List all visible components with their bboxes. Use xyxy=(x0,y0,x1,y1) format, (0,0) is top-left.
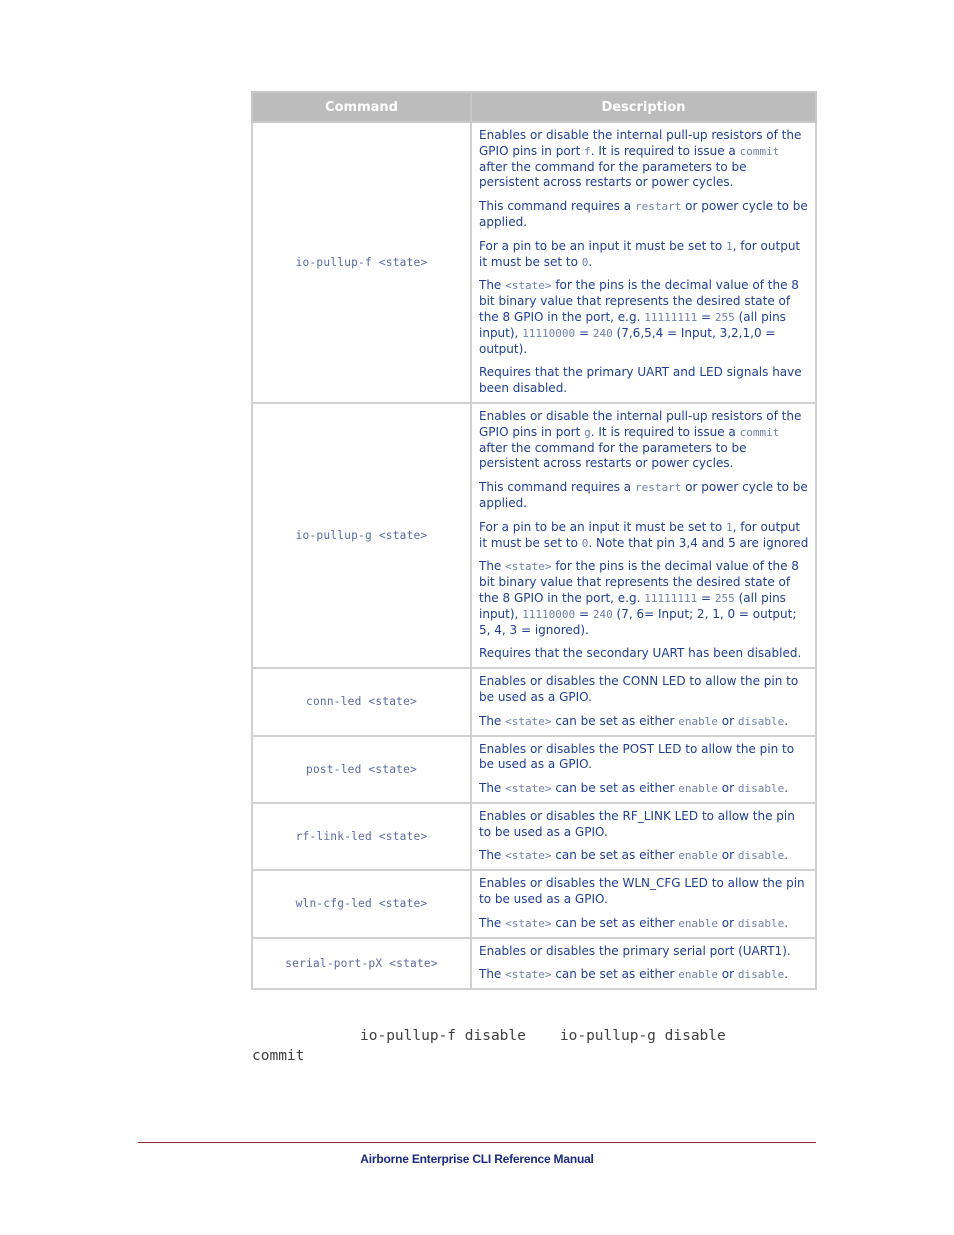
text-run: after the command for the parameters to be persistent across restarts or power cycles. xyxy=(479,159,747,190)
text-run: The xyxy=(479,967,506,982)
description-paragraph xyxy=(479,674,809,706)
example-command-3: commit xyxy=(252,1047,305,1064)
code-token: disable xyxy=(737,714,785,728)
code-token: <state> xyxy=(505,279,552,293)
command-cell: serial-port-pX <state> xyxy=(252,938,471,990)
description-paragraph xyxy=(479,742,809,774)
table-row xyxy=(252,668,816,735)
code-token: enable xyxy=(678,714,718,728)
text-run: Enables or disable the internal pull-up resistors of the GPIO pins in port xyxy=(479,128,802,158)
description-cell xyxy=(471,403,816,668)
code-token: commit xyxy=(739,144,780,158)
text-run: . It is required to issue a xyxy=(590,143,740,158)
code-token: enable xyxy=(678,782,718,796)
text-run: or xyxy=(717,713,738,728)
text-run: can be set as either xyxy=(551,848,679,863)
code-token: 11111111 xyxy=(644,310,698,324)
text-run: or power cycle to be applied. xyxy=(479,199,808,229)
text-run: For a pin to be an input it must be set to xyxy=(479,519,726,534)
text-run: = xyxy=(575,325,593,340)
text-run: For a pin to be an input it must be set to xyxy=(479,238,726,253)
text-run: can be set as either xyxy=(551,713,679,728)
command-cell: post-led <state> xyxy=(252,736,471,803)
text-run: . xyxy=(784,848,789,863)
text-run: (all pins input), xyxy=(479,309,786,340)
description-cell xyxy=(471,668,816,735)
text-run: or xyxy=(717,915,738,930)
table-body xyxy=(252,122,816,989)
text-run: Enables or disables the POST LED to allow the pin to be used as a GPIO. xyxy=(479,741,795,772)
example-command-1: io-pullup-f disable xyxy=(360,1028,526,1044)
footer-title: Airborne Enterprise CLI Reference Manual xyxy=(360,1152,594,1166)
text-run: or power cycle to be applied. xyxy=(479,480,808,510)
command-cell: rf-link-led <state> xyxy=(252,803,471,870)
text-run: for the pins is the decimal value of the 8 bit binary value that represents the desired state of the 8 GPIO in the port, e.g. xyxy=(479,559,799,605)
code-token: 1 xyxy=(725,239,733,253)
text-run: Enables or disables the primary serial port (UART1). xyxy=(479,943,791,958)
description-paragraph xyxy=(479,781,809,797)
code-token: <state> xyxy=(505,714,552,728)
text-run: The xyxy=(479,278,506,293)
description-paragraph xyxy=(479,646,809,662)
text-run: can be set as either xyxy=(551,781,679,796)
code-token: 240 xyxy=(592,326,613,340)
table-row xyxy=(252,803,816,870)
description-paragraph xyxy=(479,809,809,841)
text-run: This command requires a xyxy=(479,480,635,495)
text-run: can be set as either xyxy=(551,967,679,982)
description-cell xyxy=(471,870,816,937)
code-token: <state> xyxy=(505,916,552,930)
command-cell: io-pullup-g <state> xyxy=(252,403,471,668)
description-paragraph xyxy=(479,365,809,397)
text-run: Requires that the primary UART and LED signals have been disabled. xyxy=(479,365,802,396)
code-token: 1 xyxy=(725,520,733,534)
description-paragraph xyxy=(479,967,809,983)
code-token: <state> xyxy=(505,560,552,574)
example-commands xyxy=(252,1027,812,1066)
code-token: disable xyxy=(737,849,785,863)
description-paragraph xyxy=(479,239,809,271)
code-token: 255 xyxy=(714,310,735,324)
description-paragraph xyxy=(479,128,809,191)
description-paragraph xyxy=(479,714,809,730)
text-run: , for output it must be set to xyxy=(479,519,801,550)
code-token: 255 xyxy=(714,591,735,605)
text-run: Enables or disables the WLN_CFG LED to allow the pin to be used as a GPIO. xyxy=(479,876,805,907)
code-token: 0 xyxy=(581,255,589,269)
text-run: (all pins input), xyxy=(479,590,786,621)
text-run: (7, 6= Input; 2, 1, 0 = output; 5, 4, 3 = ignored). xyxy=(479,606,797,637)
text-run: Enables or disable the internal pull-up resistors of the GPIO pins in port xyxy=(479,408,802,439)
text-run: . xyxy=(588,254,593,269)
text-run: = xyxy=(575,606,593,621)
text-run: The xyxy=(479,848,506,863)
command-cell: wln-cfg-led <state> xyxy=(252,870,471,937)
code-token: 0 xyxy=(581,536,589,550)
header-description: Description xyxy=(471,92,816,122)
text-run: or xyxy=(717,848,738,863)
text-run: Requires that the secondary UART has been disabled. xyxy=(479,646,802,661)
text-run: . xyxy=(784,713,789,728)
description-paragraph xyxy=(479,559,809,638)
text-run: The xyxy=(479,559,506,574)
code-token: <state> xyxy=(505,849,552,863)
text-run: = xyxy=(697,309,715,324)
description-paragraph xyxy=(479,848,809,864)
text-run: Enables or disables the CONN LED to allow the pin to be used as a GPIO. xyxy=(479,674,799,704)
code-token: restart xyxy=(634,200,682,214)
code-token: <state> xyxy=(505,782,552,796)
text-run: . Note that pin 3,4 and 5 are ignored xyxy=(588,535,809,550)
text-run: or xyxy=(717,781,738,796)
text-run: . It is required to issue a xyxy=(590,424,740,439)
command-table xyxy=(251,91,817,990)
text-run: can be set as either xyxy=(551,915,679,930)
code-token: restart xyxy=(634,481,682,495)
code-token: <state> xyxy=(505,968,552,982)
table-row xyxy=(252,870,816,937)
description-paragraph xyxy=(479,278,809,357)
code-token: disable xyxy=(737,916,785,930)
text-run: The xyxy=(479,915,506,930)
code-token: enable xyxy=(678,968,718,982)
table-header-row xyxy=(252,92,816,122)
text-run: = xyxy=(697,590,715,605)
description-paragraph xyxy=(479,876,809,908)
description-cell xyxy=(471,736,816,803)
text-run: The xyxy=(479,713,506,728)
text-run: , for output it must be set to xyxy=(479,238,801,269)
text-run: . xyxy=(784,915,789,930)
text-run: or xyxy=(717,967,738,982)
code-token: 11110000 xyxy=(522,607,576,621)
code-token: 11110000 xyxy=(522,326,576,340)
code-token: 11111111 xyxy=(644,591,698,605)
description-cell xyxy=(471,803,816,870)
code-token: commit xyxy=(739,425,780,439)
description-paragraph xyxy=(479,520,809,552)
code-token: g xyxy=(584,425,591,439)
description-paragraph xyxy=(479,916,809,932)
description-cell xyxy=(471,938,816,990)
example-command-2: io-pullup-g disable xyxy=(559,1028,726,1044)
description-paragraph xyxy=(479,199,809,231)
text-run: for the pins is the decimal value of the 8 bit binary value that represents the desired state of the 8 GPIO in the port, e.g. xyxy=(479,278,799,324)
text-run: . xyxy=(784,781,789,796)
table-row xyxy=(252,938,816,990)
command-cell: conn-led <state> xyxy=(252,668,471,735)
description-paragraph xyxy=(479,944,809,960)
description-paragraph xyxy=(479,480,809,512)
text-run: (7,6,5,4 = Input, 3,2,1,0 = output). xyxy=(479,325,776,356)
description-cell xyxy=(471,122,816,403)
code-token: enable xyxy=(678,916,718,930)
text-run: This command requires a xyxy=(479,199,635,214)
code-token: disable xyxy=(737,782,785,796)
text-run: Enables or disables the RF_LINK LED to allow the pin to be used as a GPIO. xyxy=(479,808,795,839)
text-run: after the command for the parameters to be persistent across restarts or power cycles. xyxy=(479,440,747,471)
table-row xyxy=(252,403,816,668)
description-paragraph xyxy=(479,409,809,472)
command-cell: io-pullup-f <state> xyxy=(252,122,471,403)
text-run: . xyxy=(784,967,789,982)
code-token: disable xyxy=(737,968,785,982)
table-row xyxy=(252,122,816,403)
code-token: f xyxy=(584,144,591,158)
table-row xyxy=(252,736,816,803)
text-run: The xyxy=(479,781,506,796)
header-command: Command xyxy=(252,92,471,122)
code-token: enable xyxy=(678,849,718,863)
code-token: 240 xyxy=(592,607,613,621)
footer-rule xyxy=(138,1142,816,1143)
